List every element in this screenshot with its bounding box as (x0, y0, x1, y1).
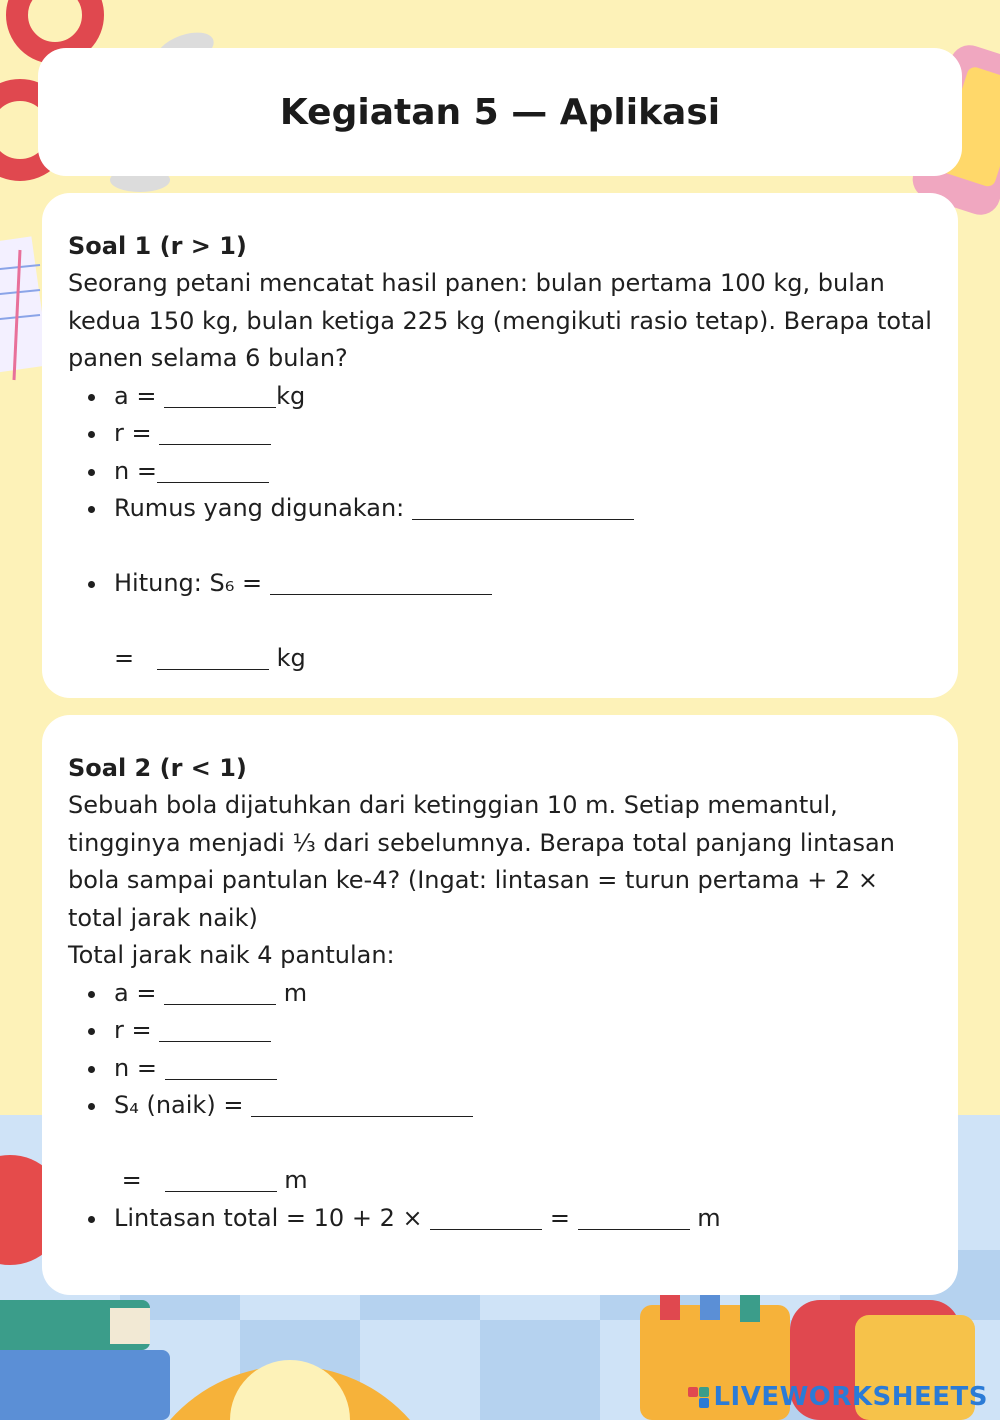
problem-2-heading: Soal 2 (r < 1) (68, 754, 247, 782)
page-title: Kegiatan 5 — Aplikasi (279, 91, 721, 133)
result-unit: m (284, 1166, 308, 1194)
r-label: r = (114, 419, 160, 447)
r-label: r = (114, 1016, 160, 1044)
problem-2-text: Sebuah bola dijatuhkan dari ketinggian 10 m. Setiap memantul, tingginya menjadi ⅓ dari sebelumnya. Berapa total panjang lintasan bola sampai pantulan ke-4? (Ingat: lintasan = turun pertama + 2 × total jarak naik) (68, 791, 895, 932)
title-card (38, 48, 962, 176)
a-answer-blank[interactable] (164, 381, 276, 408)
lintasan-eq: = (549, 1203, 570, 1232)
result-answer-blank[interactable] (165, 1165, 277, 1192)
hitung-label: Hitung: S₆ = (114, 569, 270, 597)
r-answer-blank[interactable] (159, 1015, 271, 1042)
list-item (68, 975, 932, 1013)
list-item (68, 1050, 932, 1088)
a-unit: kg (276, 381, 306, 410)
list-item (68, 1012, 932, 1050)
result-unit: kg (276, 644, 306, 672)
result-eq: = (121, 1166, 142, 1194)
result-line (68, 640, 932, 678)
lintasan-unit: m (697, 1203, 721, 1232)
n-answer-blank[interactable] (157, 456, 269, 483)
spacer (68, 1125, 932, 1163)
r-answer-blank[interactable] (159, 418, 271, 445)
a-label: a = (114, 978, 165, 1007)
s4-answer-blank[interactable] (251, 1090, 473, 1117)
list-item (68, 1200, 932, 1238)
lintasan-label: Lintasan total = 10 + 2 × (114, 1203, 431, 1232)
logo-mark-icon (688, 1387, 709, 1408)
problem-1-card (42, 193, 958, 698)
s4-label: S₄ (naik) = (114, 1091, 252, 1119)
problem-2-subtext: Total jarak naik 4 pantulan: (68, 941, 395, 969)
result-line (68, 1162, 932, 1200)
list-item (68, 415, 932, 453)
rumus-label: Rumus yang digunakan: (114, 494, 412, 522)
list-item (68, 1087, 932, 1125)
problem-2-card (42, 715, 958, 1295)
spacer (68, 528, 932, 566)
a-answer-blank[interactable] (164, 978, 276, 1005)
n-answer-blank[interactable] (165, 1053, 277, 1080)
problem-1-text: Seorang petani mencatat hasil panen: bulan pertama 100 kg, bulan kedua 150 kg, bulan ketiga 225 kg (mengikuti rasio tetap). Berapa total panen selama 6 bulan? (68, 269, 932, 372)
list-item (68, 565, 932, 603)
list-item (68, 490, 932, 528)
lintasan-total-blank[interactable] (578, 1203, 690, 1230)
liveworksheets-logo[interactable] (688, 1382, 988, 1412)
problem-2-list (68, 975, 932, 1238)
list-item (68, 453, 932, 491)
spacer (68, 603, 932, 641)
n-label: n = (114, 1053, 165, 1082)
problem-1-list (68, 378, 932, 678)
logo-text: LIVEWORKSHEETS (713, 1382, 988, 1412)
result-answer-blank[interactable] (157, 643, 269, 670)
a-label: a = (114, 381, 165, 410)
rumus-answer-blank[interactable] (412, 493, 634, 520)
problem-1-heading: Soal 1 (r > 1) (68, 232, 247, 260)
a-unit: m (283, 978, 308, 1007)
list-item (68, 378, 932, 416)
lintasan-factor-blank[interactable] (430, 1203, 542, 1230)
result-eq: = (114, 644, 135, 672)
n-label: n = (114, 456, 157, 485)
hitung-answer-blank[interactable] (270, 568, 492, 595)
